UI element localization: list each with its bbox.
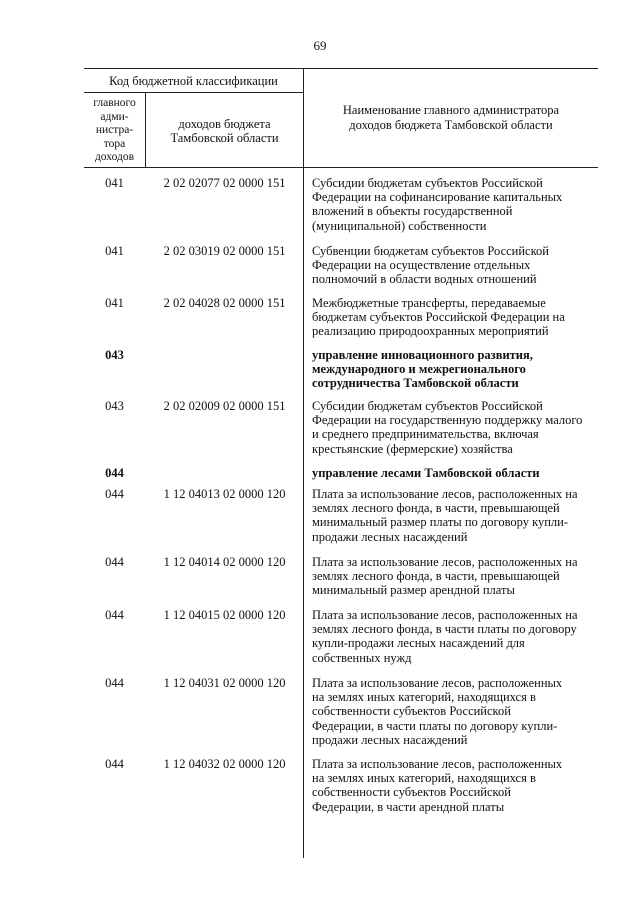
name-line: минимальный размер платы по договору купли- — [312, 515, 569, 530]
table-header — [84, 68, 598, 168]
header-admin-code — [84, 97, 145, 165]
name-line: управление инновационного развития, — [312, 348, 533, 362]
admin-code-cell: 043 — [105, 399, 124, 413]
name-line: собственных нужд — [312, 650, 412, 665]
income-code-cell: 1 12 04031 02 0000 120 — [163, 676, 286, 690]
header-admin-line: тора — [103, 137, 126, 150]
name-line: Федерации, в части арендной платы — [312, 799, 505, 814]
administrator-name-cell — [312, 348, 594, 391]
administrator-name-cell — [312, 676, 594, 747]
header-administrator-name — [304, 103, 598, 132]
name-line: землях лесного фонда, в части, превышающей — [312, 501, 560, 516]
name-line: Межбюджетные трансферты, передаваемые — [312, 296, 546, 310]
name-line: полномочий в области водных отношений — [312, 272, 537, 287]
name-line: собственности субъектов Российской — [312, 704, 511, 719]
income-code-cell: 1 12 04014 02 0000 120 — [163, 555, 286, 569]
name-line: Субвенции бюджетам субъектов Российской — [312, 244, 549, 258]
header-income-line: Тамбовской области — [170, 131, 279, 145]
administrator-name-cell — [312, 757, 594, 814]
name-line: (муниципальной) собственности — [312, 218, 487, 233]
name-line: реализацию природоохранных мероприятий — [312, 324, 549, 339]
income-code-cell: 1 12 04015 02 0000 120 — [163, 608, 286, 622]
income-code-cell: 2 02 03019 02 0000 151 — [163, 244, 286, 258]
administrator-name-cell — [312, 176, 594, 233]
admin-code-cell: 044 — [105, 676, 124, 690]
income-code-cell: 1 12 04032 02 0000 120 — [163, 757, 286, 771]
name-line: Федерации на софинансирование капитальных — [312, 190, 563, 205]
name-line: Плата за использование лесов, расположенных на — [312, 555, 578, 569]
name-line: продажи лесных насаждений — [312, 732, 468, 747]
administrator-name-cell — [312, 399, 594, 456]
name-line: Федерации, в части платы по договору купли- — [312, 718, 558, 733]
header-name-line: доходов бюджета Тамбовской области — [349, 117, 553, 132]
name-line: международного и межрегионального — [312, 362, 526, 377]
name-line: Федерации на осуществление отдельных — [312, 258, 531, 273]
header-admin-line: доходов — [94, 151, 135, 163]
name-line: управление лесами Тамбовской области — [312, 466, 540, 480]
admin-code-cell: 043 — [105, 348, 124, 362]
name-line: вложений в объекты государственной — [312, 204, 513, 219]
name-line: землях лесного фонда, в части платы по договору — [312, 622, 577, 637]
page-number: 69 — [313, 38, 327, 53]
administrator-name-cell — [312, 555, 594, 598]
name-line: Плата за использование лесов, расположенных на — [312, 608, 578, 622]
header-income-code — [146, 117, 303, 145]
name-line: Федерации на государственную поддержку малого — [312, 413, 583, 428]
income-code-cell: 1 12 04013 02 0000 120 — [163, 487, 286, 501]
administrator-name-cell — [312, 244, 594, 287]
admin-code-cell: 041 — [105, 176, 124, 190]
admin-code-cell: 044 — [105, 757, 124, 771]
admin-code-cell: 044 — [105, 608, 124, 622]
body-column-divider — [303, 168, 304, 858]
budget-classification-table — [84, 68, 598, 814]
name-line: крестьянские (фермерские) хозяйства — [312, 441, 513, 456]
income-code-cell: 2 02 02077 02 0000 151 — [163, 176, 286, 190]
name-line: и среднего предпринимательства, включая — [312, 427, 539, 442]
admin-code-cell: 041 — [105, 296, 124, 310]
admin-code-cell: 044 — [105, 555, 124, 569]
name-line: Субсидии бюджетам субъектов Российской — [312, 176, 543, 190]
name-line: Плата за использование лесов, расположенных — [312, 676, 563, 690]
name-line: минимальный размер арендной платы — [312, 583, 515, 598]
name-line: на землях иных категорий, находящихся в — [312, 771, 536, 786]
header-income-line: доходов бюджета — [178, 117, 271, 131]
header-admin-line: главного — [93, 97, 136, 109]
name-line: Субсидии бюджетам субъектов Российской — [312, 399, 543, 413]
name-line: бюджетам субъектов Российской Федерации на — [312, 310, 565, 325]
administrator-name-cell — [312, 487, 594, 544]
administrator-name-cell — [312, 608, 594, 665]
name-line: землях лесного фонда, в части, превышающей — [312, 569, 560, 584]
name-line: сотрудничества Тамбовской области — [312, 376, 519, 391]
header-kbk: Код бюджетной классификации — [109, 74, 278, 88]
admin-code-cell: 044 — [105, 466, 124, 480]
name-line: собственности субъектов Российской — [312, 785, 511, 800]
admin-code-cell: 044 — [105, 487, 124, 501]
header-divider — [84, 92, 303, 93]
income-code-cell: 2 02 04028 02 0000 151 — [163, 296, 286, 310]
name-line: на землях иных категорий, находящихся в — [312, 690, 536, 705]
header-admin-line: адми- — [100, 110, 129, 123]
administrator-name-cell — [312, 296, 594, 339]
name-line: Плата за использование лесов, расположенных — [312, 757, 563, 771]
header-admin-line: нистра- — [95, 124, 134, 136]
administrator-name-cell — [312, 466, 594, 480]
header-name-line: Наименование главного администратора — [342, 103, 560, 117]
name-line: продажи лесных насаждений — [312, 529, 468, 544]
name-line: купли-продажи лесных насаждений для — [312, 636, 525, 651]
income-code-cell: 2 02 02009 02 0000 151 — [163, 399, 286, 413]
name-line: Плата за использование лесов, расположенных на — [312, 487, 578, 501]
admin-code-cell: 041 — [105, 244, 124, 258]
